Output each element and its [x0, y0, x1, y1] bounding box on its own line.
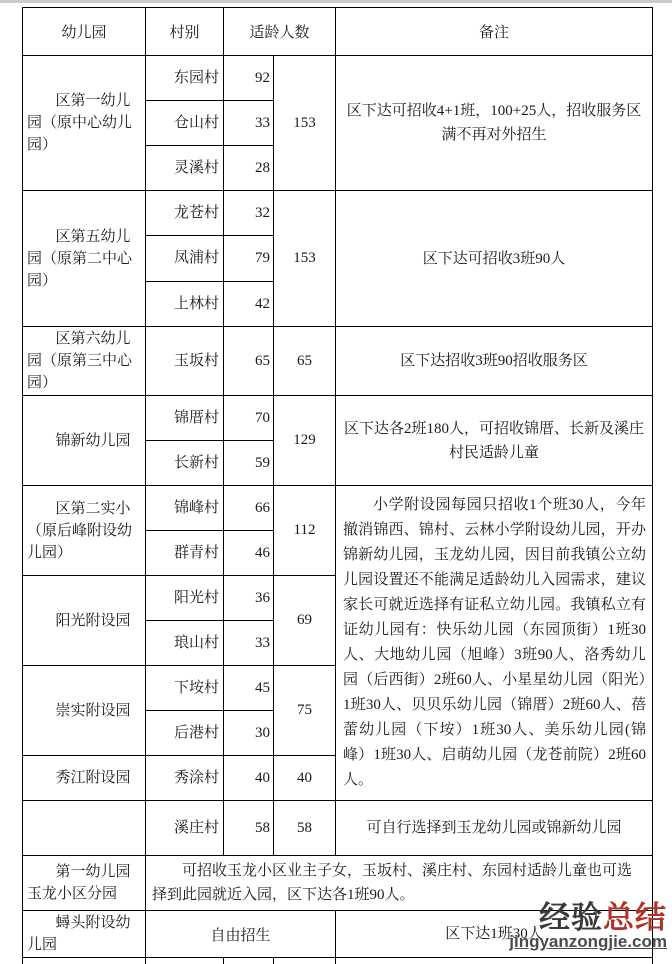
header-kindergarten: 幼儿园 [23, 8, 146, 56]
table-header-row [23, 8, 653, 56]
table-row [23, 396, 653, 441]
remark-cell: 可招收玉龙小区业主子女，玉坂村、溪庄村、东园村适龄儿童也可选择到此园就近入园，区下达各1班90人。 [146, 856, 653, 911]
total-cell: 153 [274, 191, 336, 327]
kindergarten-name-cell [23, 801, 146, 856]
kindergarten-name-cell: 秀江附设园 [23, 756, 146, 801]
watermark-domain: jingyanzongjie.com [509, 932, 667, 951]
header-remark: 备注 [336, 8, 653, 56]
village-cell: 阳光村 [146, 576, 224, 621]
total-cell: 65 [274, 327, 336, 396]
total-cell: 40 [274, 756, 336, 801]
remark-cell: 区下达可招收3班90人 [336, 191, 653, 327]
village-cell: 仓山村 [146, 101, 224, 146]
count-cell: 92 [224, 56, 274, 101]
count-cell: 66 [224, 486, 274, 531]
kindergarten-name-cell [23, 958, 146, 964]
village-cell: 后港村 [146, 711, 224, 756]
total-cell: 69 [274, 576, 336, 666]
kindergarten-name-cell: 区第二实小（原后峰附设幼儿园） [23, 486, 146, 576]
village-cell: 玉坂村 [146, 327, 224, 396]
village-cell: 上林村 [146, 282, 224, 327]
count-cell: 32 [224, 191, 274, 236]
count-cell: 79 [224, 236, 274, 282]
watermark-text-dark: 经验 [539, 900, 603, 935]
village-cell: 锦厝村 [146, 396, 224, 441]
remark-cell: 小学附设园每园只招收1个班30人，今年撤消锦西、锦村、云林小学附设幼儿园，开办锦新幼儿园，玉龙幼儿园，因目前我镇公立幼儿园设置还不能满足适龄幼儿入园需求，建议家长可就近选择有证私立幼儿园。我镇私立有证幼儿园有：快乐幼儿园（东园顶街）1班30人、大地幼儿园（旭峰）3班90人、洛秀幼儿园（后西街）2班60人、小星星幼儿园（阳光）1班30人、贝贝乐幼儿园（锦厝）2班60人、蓓蕾幼儿园（下垵）1班30人、美乐幼儿园(锦峰）1班30人、启萌幼儿园（龙苍前院）2班60人。 [336, 486, 653, 801]
total-cell: 129 [274, 396, 336, 486]
kindergarten-name-cell: 蟳头附设幼儿园 [23, 911, 146, 958]
enrollment-cell: 自由招生 [146, 911, 336, 958]
site-watermark [509, 901, 667, 950]
table-row [23, 486, 653, 531]
total-cell: 75 [274, 666, 336, 756]
header-village: 村别 [146, 8, 224, 56]
total-cell [274, 958, 336, 964]
remark-cell: 区下达各2班180人，可招收锦厝、长新及溪庄村民适龄儿童 [336, 396, 653, 486]
count-cell: 58 [224, 801, 274, 856]
table-row [23, 56, 653, 101]
count-cell: 59 [224, 441, 274, 486]
village-cell: 锦峰村 [146, 486, 224, 531]
village-cell: 秀涂村 [146, 756, 224, 801]
table-row-partial [23, 958, 653, 964]
total-cell: 58 [274, 801, 336, 856]
count-cell: 28 [224, 146, 274, 191]
kindergarten-name-cell: 区第六幼儿园（原第三中心园） [23, 327, 146, 396]
kindergarten-name-cell: 区第五幼儿园（原第二中心园） [23, 191, 146, 327]
count-cell: 33 [224, 621, 274, 666]
kindergarten-name-cell: 崇实附设园 [23, 666, 146, 756]
count-cell: 70 [224, 396, 274, 441]
village-cell [146, 958, 224, 964]
count-cell: 30 [224, 711, 274, 756]
count-cell: 36 [224, 576, 274, 621]
kindergarten-enrollment-table [22, 7, 653, 964]
village-cell: 群青村 [146, 531, 224, 576]
remark-cell: 区下达招收3班90招收服务区 [336, 327, 653, 396]
page-top-divider [0, 0, 672, 3]
kindergarten-name-cell: 第一幼儿园玉龙小区分园 [23, 856, 146, 911]
remark-cell [336, 958, 653, 964]
remark-cell: 区下达可招收4+1班，100+25人，招收服务区满不再对外招生 [336, 56, 653, 191]
watermark-logo [509, 901, 667, 934]
kindergarten-name-cell: 区第一幼儿园（原中心幼儿园） [23, 56, 146, 191]
village-cell: 灵溪村 [146, 146, 224, 191]
count-cell: 45 [224, 666, 274, 711]
count-cell: 33 [224, 101, 274, 146]
count-cell: 40 [224, 756, 274, 801]
count-cell: 46 [224, 531, 274, 576]
count-cell: 65 [224, 327, 274, 396]
kindergarten-name-cell: 锦新幼儿园 [23, 396, 146, 486]
table-row [23, 327, 653, 396]
village-cell: 长新村 [146, 441, 224, 486]
village-cell: 东园村 [146, 56, 224, 101]
village-cell: 下垵村 [146, 666, 224, 711]
village-cell: 凤浦村 [146, 236, 224, 282]
count-cell: 42 [224, 282, 274, 327]
remark-cell: 区下达1班30人 [336, 911, 653, 958]
table-row [23, 801, 653, 856]
count-cell [224, 958, 274, 964]
watermark-text-red: 总结 [603, 900, 667, 935]
remark-cell: 可自行选择到玉龙幼儿园或锦新幼儿园 [336, 801, 653, 856]
table-row [23, 191, 653, 236]
village-cell: 溪庄村 [146, 801, 224, 856]
total-cell: 153 [274, 56, 336, 191]
village-cell: 龙苍村 [146, 191, 224, 236]
total-cell: 112 [274, 486, 336, 576]
kindergarten-name-cell: 阳光附设园 [23, 576, 146, 666]
header-population: 适龄人数 [224, 8, 336, 56]
village-cell: 琅山村 [146, 621, 224, 666]
